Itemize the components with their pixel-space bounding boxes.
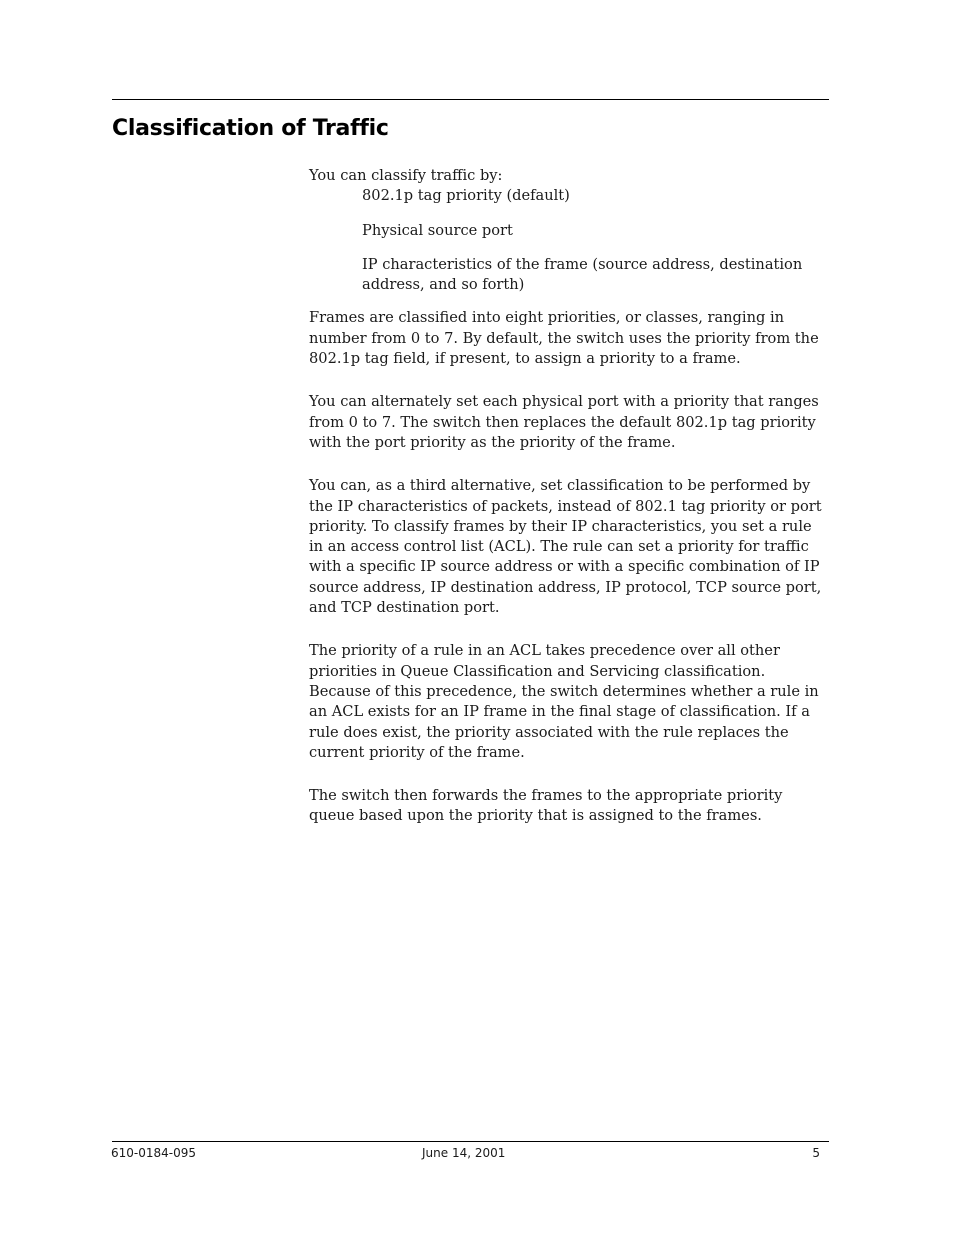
paragraph-acl-precedence: The priority of a rule in an ACL takes precedence over all other priorities in Queue Classification and Servicing classification. Because of this precedence, the switch determines whether a rule in an ACL exists for an IP frame in the final stage of classification. If a rule does exist, the priority associated with the rule replaces the current priority of the frame.: [309, 642, 819, 761]
paragraph-priorities: Frames are classified into eight priorities, or classes, ranging in number from 0 to 7. By default, the switch uses the priority from the 802.1p tag field, if present, to assign a priority to a frame.: [309, 309, 819, 368]
paragraph-port-priority: You can alternately set each physical port with a priority that ranges from 0 to 7. The switch then replaces the default 802.1p tag priority with the port priority as the priority of the frame.: [309, 393, 819, 451]
footer-doc-number: 610-0184-095: [111, 1146, 197, 1160]
classification-list: [309, 186, 829, 295]
list-item: 802.1p tag priority (default): [362, 187, 570, 205]
header-rule: [112, 99, 829, 100]
intro-paragraph: You can classify traffic by:: [309, 167, 503, 184]
paragraph-forwarding: The switch then forwards the frames to the appropriate priority queue based upon the priority that is assigned to the frames.: [309, 787, 783, 825]
section-heading: Classification of Traffic: [112, 116, 389, 141]
footer-date: June 14, 2001: [422, 1146, 506, 1160]
paragraph-ip-characteristics: You can, as a third alternative, set classification to be performed by the IP characteristics of packets, instead of 802.1 tag priority or port priority. To classify frames by their IP characteristics, you set a rule in an access control list (ACL). The rule can set a priority for traffic with a specific IP source address or with a specific combination of IP source address, IP destination address, IP protocol, TCP source port, and TCP destination port.: [309, 477, 822, 617]
body-text: [309, 166, 829, 850]
list-item: IP characteristics of the frame (source address, destination address, and so forth): [362, 255, 803, 294]
footer-page-number: 5: [812, 1146, 820, 1160]
footer-rule: [112, 1141, 829, 1142]
list-item: Physical source port: [362, 221, 513, 239]
